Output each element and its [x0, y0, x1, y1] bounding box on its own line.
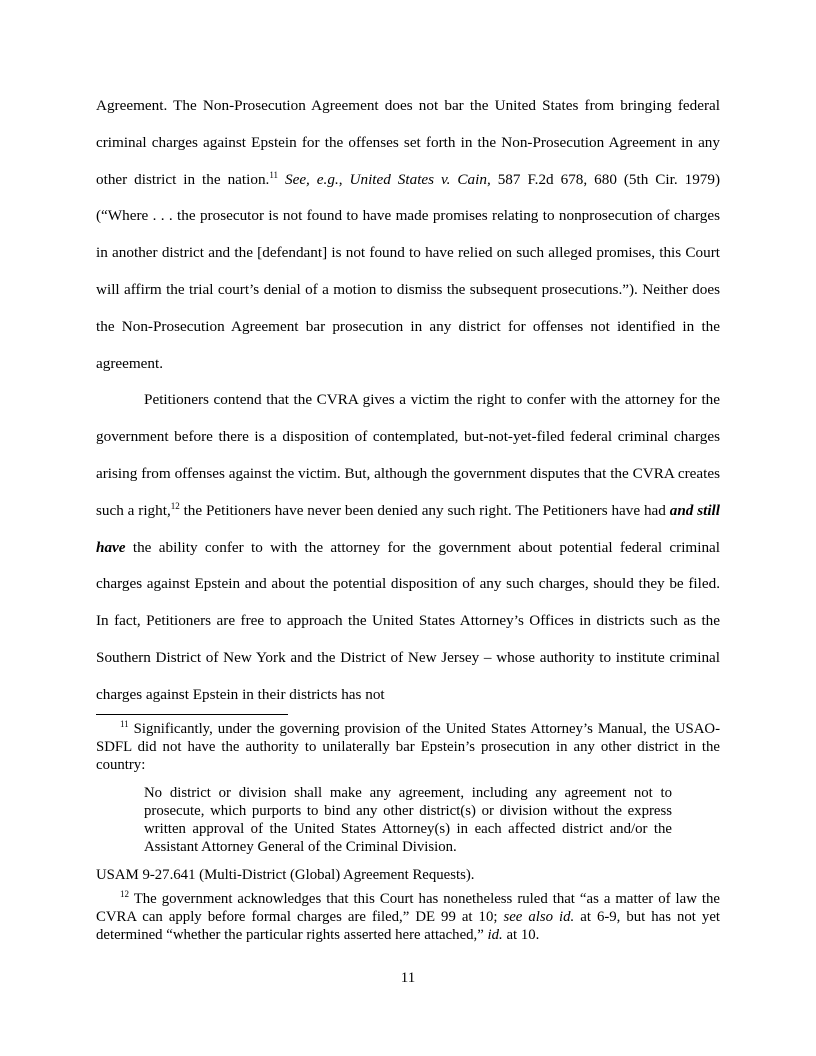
footnote-12-text-a: The government acknowledges that this Court has nonetheless ruled that “as a matter of law the CVRA can apply before formal charges are filed,” DE 99 at 10; [96, 891, 720, 925]
footnote-11-block-quote: No district or division shall make any agreement, including any agreement not to prosecute, which purports to bind any other district(s) or division without the express written approval of the United States Attorney(s) in each affected district and/or the Assistant Attorney General of the Criminal Division. [144, 785, 672, 855]
case-name: United States v. Cain [349, 170, 487, 188]
paragraph-1-text: Agreement. The Non-Prosecution Agreement does not bar the United States from bringing federal criminal charges against Epstein for the offenses set forth in the Non-Prosecution Agreement in any other district in the nation. [96, 97, 720, 188]
footnote-divider [96, 714, 288, 715]
footnote-11 [96, 720, 720, 774]
paragraph-2 [96, 382, 720, 713]
signal-see: See, e.g. [284, 170, 339, 188]
footnote-ref-11[interactable]: 11 [269, 169, 279, 180]
body-text [96, 88, 720, 714]
page-number: 11 [400, 970, 416, 986]
footnote-number-12: 12 [120, 889, 129, 899]
footnote-11-citation: USAM 9-27.641 (Multi-District (Global) Agreement Requests). [96, 867, 475, 883]
signal-see-also: see also id. [503, 909, 575, 925]
footnotes [96, 720, 720, 944]
paragraph-2-text-b: the Petitioners have never been denied any such right. The Petitioners have had [179, 501, 670, 519]
paragraph-2-text: Petitioners contend that the CVRA gives a victim the right to confer with the attorney for the government before there is a disposition of contemplated, but-not-yet-filed federal criminal charges arising from offenses against the victim. But, although the government disputes that the CVRA creates such a right, [96, 391, 720, 519]
footnote-ref-12[interactable]: 12 [170, 500, 180, 511]
footnote-number-11: 11 [120, 719, 129, 729]
signal-id: id. [487, 927, 503, 943]
footnote-12 [96, 890, 720, 944]
paragraph-1 [96, 88, 720, 382]
emphasis-text: and still have [96, 501, 720, 556]
footnote-12-text-c: at 10. [502, 927, 540, 943]
paragraph-2-text-c: the ability confer to with the attorney for the government about potential federal criminal charges against Epstein and about the potential disposition of any such charges, should they be filed. In fact, Petitioners are free to approach the United States Attorney’s Offices in districts such as the Southern District of New York and the District of New Jersey – whose authority to institute criminal charges against Epstein in their districts has not [96, 538, 720, 703]
separator: , [338, 170, 350, 188]
paragraph-1-citation: , 587 F.2d 678, 680 (5th Cir. 1979) (“Where . . . the prosecutor is not found to have made promises relating to nonprosecution of charges in another district and the [defendant] is not found to have relied on such alleged promises, this Court will affirm the trial court’s denial of a motion to dismiss the subsequent prosecutions.”). Neither does the Non-Prosecution Agreement bar prosecution in any district for offenses not identified in the agreement. [96, 170, 721, 372]
footnote-12-text-b: at 6-9, but has not yet determined “whether the particular rights asserted here attached,” [96, 909, 720, 943]
footnote-11-text: Significantly, under the governing provision of the United States Attorney’s Manual, the USAO-SDFL did not have the authority to unilaterally bar Epstein’s prosecution in any other district in the country: [96, 721, 720, 773]
